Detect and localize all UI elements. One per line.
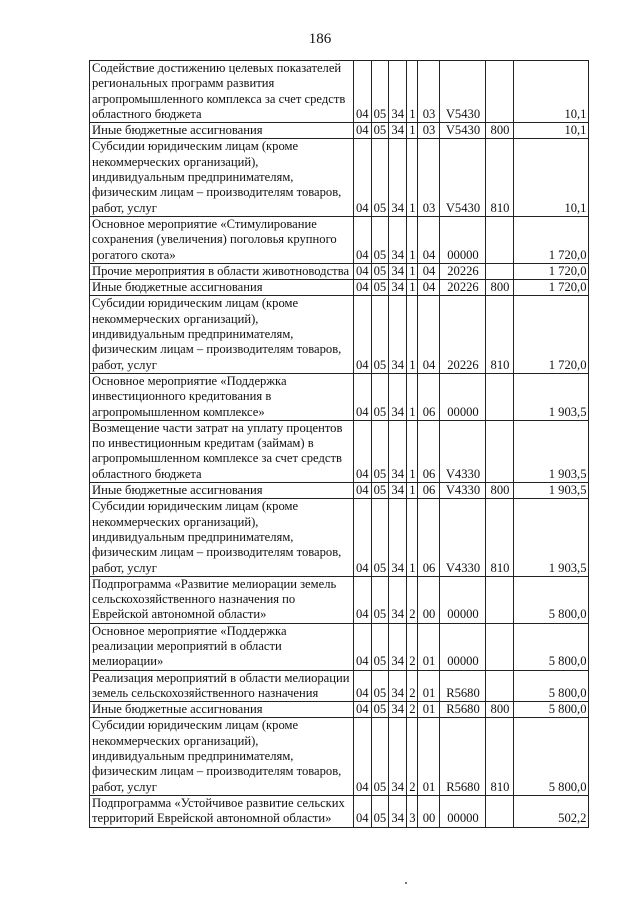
row-name: Прочие мероприятия в области животноводства — [90, 263, 354, 279]
code-event: 03 — [418, 139, 440, 216]
row-amount: 1 720,0 — [514, 263, 589, 279]
row-amount: 1 903,5 — [514, 499, 589, 576]
code-event: 04 — [418, 296, 440, 373]
row-name: Основное мероприятие «Стимулирование сохранения (увеличения) поголовья крупного рогатого скота» — [90, 216, 354, 263]
table-row — [90, 483, 589, 499]
row-amount: 1 720,0 — [514, 280, 589, 296]
row-amount: 10,1 — [514, 61, 589, 123]
code-expense-type — [486, 263, 514, 279]
table-row — [90, 123, 589, 139]
row-name: Субсидии юридическим лицам (кроме некоммерческих организаций), индивидуальным предпринимателям, физическим лицам – производителям товаров, работ, услуг — [90, 139, 354, 216]
row-amount: 5 800,0 — [514, 670, 589, 702]
code-section: 04 — [354, 420, 372, 482]
code-section: 04 — [354, 280, 372, 296]
table-row — [90, 61, 589, 123]
code-subprogram: 1 — [407, 483, 418, 499]
code-subprogram: 1 — [407, 296, 418, 373]
code-subprogram: 1 — [407, 139, 418, 216]
code-direction: V4330 — [440, 483, 486, 499]
code-section: 04 — [354, 483, 372, 499]
row-amount: 1 720,0 — [514, 296, 589, 373]
code-subsection: 05 — [371, 576, 389, 623]
code-direction: 20226 — [440, 263, 486, 279]
code-program: 34 — [389, 123, 407, 139]
row-amount: 5 800,0 — [514, 718, 589, 795]
code-direction: V4330 — [440, 420, 486, 482]
code-program: 34 — [389, 670, 407, 702]
code-expense-type — [486, 373, 514, 420]
code-subprogram: 3 — [407, 795, 418, 827]
code-section: 04 — [354, 263, 372, 279]
row-name: Субсидии юридическим лицам (кроме некоммерческих организаций), индивидуальным предпринимателям, физическим лицам – производителям товаров, работ, услуг — [90, 718, 354, 795]
code-subprogram: 2 — [407, 623, 418, 670]
row-amount: 10,1 — [514, 123, 589, 139]
code-subsection: 05 — [371, 702, 389, 718]
code-section: 04 — [354, 499, 372, 576]
code-subsection: 05 — [371, 483, 389, 499]
code-subprogram: 2 — [407, 670, 418, 702]
code-program: 34 — [389, 263, 407, 279]
code-expense-type: 800 — [486, 123, 514, 139]
row-name: Возмещение части затрат на уплату процентов по инвестиционным кредитам (займам) в агропромышленном комплексе за счет средств областного бюджета — [90, 420, 354, 482]
table-row — [90, 702, 589, 718]
code-program: 34 — [389, 296, 407, 373]
code-expense-type — [486, 61, 514, 123]
row-amount: 1 903,5 — [514, 373, 589, 420]
code-section: 04 — [354, 61, 372, 123]
table-row — [90, 795, 589, 827]
code-subsection: 05 — [371, 263, 389, 279]
code-direction: V4330 — [440, 499, 486, 576]
code-subsection: 05 — [371, 139, 389, 216]
code-event: 04 — [418, 263, 440, 279]
code-event: 01 — [418, 702, 440, 718]
code-event: 00 — [418, 576, 440, 623]
code-event: 00 — [418, 795, 440, 827]
code-direction: 00000 — [440, 373, 486, 420]
code-expense-type: 810 — [486, 296, 514, 373]
row-amount: 5 800,0 — [514, 702, 589, 718]
row-amount: 5 800,0 — [514, 576, 589, 623]
code-subprogram: 1 — [407, 373, 418, 420]
code-section: 04 — [354, 795, 372, 827]
code-program: 34 — [389, 373, 407, 420]
code-expense-type: 810 — [486, 139, 514, 216]
code-direction: R5680 — [440, 670, 486, 702]
code-direction: R5680 — [440, 718, 486, 795]
table-row — [90, 263, 589, 279]
code-direction: 20226 — [440, 280, 486, 296]
code-subsection: 05 — [371, 718, 389, 795]
row-name: Субсидии юридическим лицам (кроме некоммерческих организаций), индивидуальным предпринимателям, физическим лицам – производителям товаров, работ, услуг — [90, 296, 354, 373]
code-event: 01 — [418, 670, 440, 702]
code-section: 04 — [354, 139, 372, 216]
code-subsection: 05 — [371, 373, 389, 420]
code-event: 03 — [418, 61, 440, 123]
code-subsection: 05 — [371, 123, 389, 139]
code-program: 34 — [389, 139, 407, 216]
code-subprogram: 1 — [407, 61, 418, 123]
row-name: Иные бюджетные ассигнования — [90, 702, 354, 718]
code-expense-type — [486, 576, 514, 623]
code-event: 04 — [418, 280, 440, 296]
code-event: 06 — [418, 373, 440, 420]
code-expense-type — [486, 623, 514, 670]
table-row — [90, 373, 589, 420]
code-section: 04 — [354, 702, 372, 718]
code-expense-type: 810 — [486, 499, 514, 576]
code-event: 06 — [418, 499, 440, 576]
row-amount: 5 800,0 — [514, 623, 589, 670]
code-event: 03 — [418, 123, 440, 139]
code-subprogram: 1 — [407, 280, 418, 296]
code-direction: V5430 — [440, 139, 486, 216]
code-program: 34 — [389, 216, 407, 263]
row-name: Содействие достижению целевых показателей региональных программ развития агропромышленного комплекса за счет средств областного бюджета — [90, 61, 354, 123]
scan-speck — [405, 882, 407, 884]
code-section: 04 — [354, 123, 372, 139]
code-program: 34 — [389, 576, 407, 623]
table-row — [90, 420, 589, 482]
code-program: 34 — [389, 623, 407, 670]
code-section: 04 — [354, 216, 372, 263]
table-row — [90, 623, 589, 670]
code-subprogram: 1 — [407, 499, 418, 576]
code-event: 06 — [418, 483, 440, 499]
row-name: Основное мероприятие «Поддержка инвестиционного кредитования в агропромышленном комплексе» — [90, 373, 354, 420]
code-subprogram: 2 — [407, 576, 418, 623]
code-expense-type: 800 — [486, 702, 514, 718]
code-subprogram: 2 — [407, 718, 418, 795]
code-subprogram: 1 — [407, 420, 418, 482]
table-row — [90, 499, 589, 576]
code-direction: 20226 — [440, 296, 486, 373]
code-subsection: 05 — [371, 420, 389, 482]
code-subprogram: 1 — [407, 216, 418, 263]
code-subprogram: 1 — [407, 263, 418, 279]
code-expense-type — [486, 670, 514, 702]
row-name: Реализация мероприятий в области мелиорации земель сельскохозяйственного назначения — [90, 670, 354, 702]
code-section: 04 — [354, 718, 372, 795]
code-subprogram: 2 — [407, 702, 418, 718]
row-name: Подпрограмма «Устойчивое развитие сельских территорий Еврейской автономной области» — [90, 795, 354, 827]
code-section: 04 — [354, 296, 372, 373]
code-expense-type: 800 — [486, 280, 514, 296]
code-event: 04 — [418, 216, 440, 263]
code-subsection: 05 — [371, 296, 389, 373]
code-subsection: 05 — [371, 623, 389, 670]
code-event: 01 — [418, 718, 440, 795]
row-amount: 1 903,5 — [514, 420, 589, 482]
code-program: 34 — [389, 499, 407, 576]
code-program: 34 — [389, 61, 407, 123]
code-direction: 00000 — [440, 216, 486, 263]
table-row — [90, 296, 589, 373]
code-program: 34 — [389, 280, 407, 296]
code-subsection: 05 — [371, 795, 389, 827]
code-event: 06 — [418, 420, 440, 482]
row-name: Иные бюджетные ассигнования — [90, 280, 354, 296]
code-subprogram: 1 — [407, 123, 418, 139]
code-section: 04 — [354, 623, 372, 670]
row-amount: 502,2 — [514, 795, 589, 827]
row-name: Подпрограмма «Развитие мелиорации земель сельскохозяйственного назначения по Еврейской автономной области» — [90, 576, 354, 623]
code-subsection: 05 — [371, 61, 389, 123]
row-name: Основное мероприятие «Поддержка реализации мероприятий в области мелиорации» — [90, 623, 354, 670]
budget-table — [89, 60, 589, 828]
code-direction: 00000 — [440, 795, 486, 827]
code-subsection: 05 — [371, 280, 389, 296]
code-subsection: 05 — [371, 670, 389, 702]
code-subsection: 05 — [371, 499, 389, 576]
code-expense-type — [486, 420, 514, 482]
code-section: 04 — [354, 670, 372, 702]
code-direction: 00000 — [440, 576, 486, 623]
table-row — [90, 280, 589, 296]
table-row — [90, 576, 589, 623]
table-row — [90, 216, 589, 263]
code-program: 34 — [389, 420, 407, 482]
code-expense-type — [486, 216, 514, 263]
code-program: 34 — [389, 795, 407, 827]
code-program: 34 — [389, 718, 407, 795]
row-name: Субсидии юридическим лицам (кроме некоммерческих организаций), индивидуальным предпринимателям, физическим лицам – производителям товаров, работ, услуг — [90, 499, 354, 576]
row-amount: 1 720,0 — [514, 216, 589, 263]
code-section: 04 — [354, 373, 372, 420]
row-name: Иные бюджетные ассигнования — [90, 123, 354, 139]
table-row — [90, 718, 589, 795]
row-amount: 1 903,5 — [514, 483, 589, 499]
code-expense-type: 810 — [486, 718, 514, 795]
row-amount: 10,1 — [514, 139, 589, 216]
code-section: 04 — [354, 576, 372, 623]
code-program: 34 — [389, 702, 407, 718]
code-subsection: 05 — [371, 216, 389, 263]
code-direction: V5430 — [440, 123, 486, 139]
page-number: 186 — [308, 31, 332, 47]
code-event: 01 — [418, 623, 440, 670]
code-direction: R5680 — [440, 702, 486, 718]
code-direction: V5430 — [440, 61, 486, 123]
code-expense-type: 800 — [486, 483, 514, 499]
table-row — [90, 139, 589, 216]
code-program: 34 — [389, 483, 407, 499]
code-expense-type — [486, 795, 514, 827]
code-direction: 00000 — [440, 623, 486, 670]
row-name: Иные бюджетные ассигнования — [90, 483, 354, 499]
table-row — [90, 670, 589, 702]
